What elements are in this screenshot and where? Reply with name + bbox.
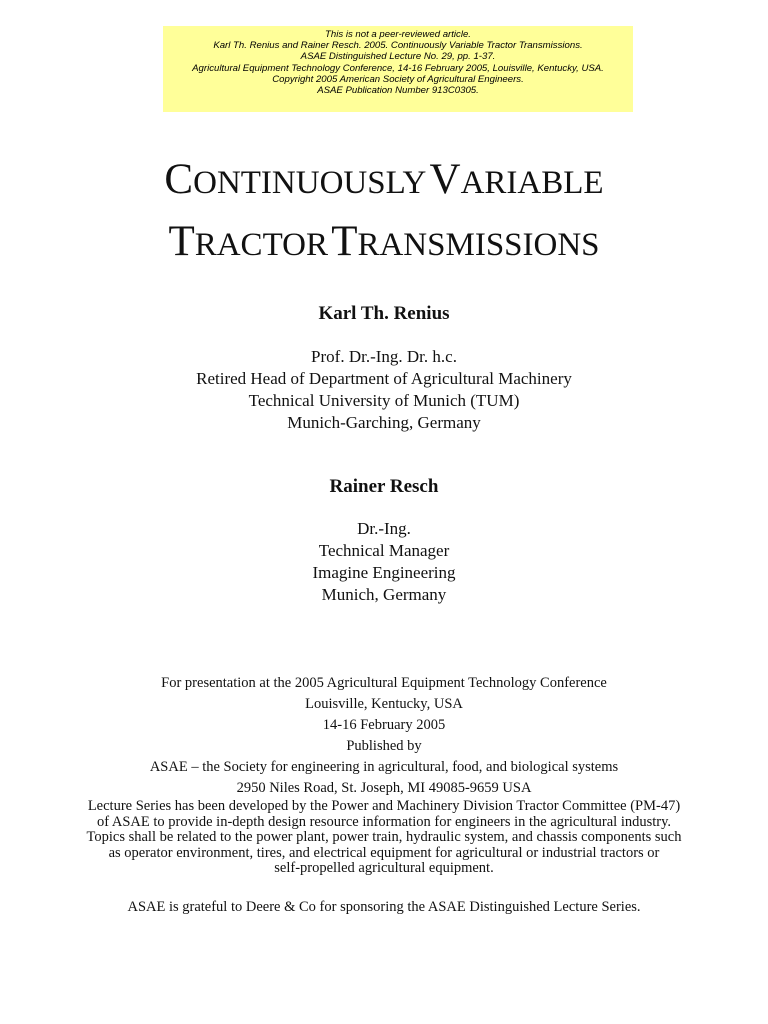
affiliation-line: Munich, Germany	[321, 585, 447, 604]
notice-line: ASAE Distinguished Lecture No. 29, pp. 1-37.	[300, 51, 496, 63]
conference-line: Published by	[346, 738, 422, 754]
lecture-line: Lecture Series has been developed by the Power and Machinery Division Tractor Committee (PM-47)	[87, 798, 681, 814]
sponsor-acknowledgement: ASAE is grateful to Deere & Co for sponsoring the ASAE Distinguished Lecture Series.	[127, 899, 641, 915]
affiliation-line: Technical University of Munich (TUM)	[248, 391, 520, 410]
title-word-rest: ONTINUOUSLY	[193, 165, 427, 201]
author-name: Rainer Resch	[329, 476, 439, 497]
lecture-line: as operator environment, tires, and electrical equipment for agricultural or industrial tractors or	[108, 844, 660, 861]
publication-notice-box	[163, 26, 633, 112]
affiliation-line: Dr.-Ing.	[357, 519, 411, 538]
title-initial: V	[429, 156, 461, 203]
lecture-line: Topics shall be related to the power plant, power train, hydraulic system, and chassis components such	[86, 829, 682, 845]
notice-line: Agricultural Equipment Technology Conference, 14-16 February 2005, Louisville, Kentucky, USA.	[192, 62, 604, 74]
conference-line: 2950 Niles Road, St. Joseph, MI 49085-9659 USA	[236, 780, 532, 796]
notice-line: This is not a peer-reviewed article.	[325, 29, 471, 40]
author-affiliation	[0, 346, 768, 434]
title-initial: C	[164, 156, 194, 203]
notice-line: Karl Th. Renius and Rainer Resch. 2005. Continuously Variable Tractor Transmissions.	[213, 40, 583, 52]
conference-info	[0, 673, 768, 799]
lecture-line: of ASAE to provide in-depth design resource information for engineers in the agricultural industry.	[96, 813, 672, 830]
notice-line: ASAE Publication Number 913C0305.	[317, 85, 479, 97]
author-name: Karl Th. Renius	[318, 303, 450, 324]
affiliation-line: Prof. Dr.-Ing. Dr. h.c.	[311, 347, 457, 366]
affiliation-line: Technical Manager	[318, 541, 450, 560]
lecture-series-description	[0, 799, 768, 877]
title-initial: T	[331, 218, 358, 265]
conference-line: Louisville, Kentucky, USA	[305, 696, 463, 712]
document-title-line-2	[0, 214, 768, 273]
title-word-rest: RANSMISSIONS	[357, 227, 600, 263]
conference-line: For presentation at the 2005 Agricultural Equipment Technology Conference	[161, 675, 607, 691]
conference-line: ASAE – the Society for engineering in agricultural, food, and biological systems	[149, 759, 619, 775]
conference-line: 14-16 February 2005	[322, 717, 446, 733]
affiliation-line: Imagine Engineering	[312, 563, 456, 582]
author-affiliation	[0, 518, 768, 606]
title-word-rest: ARIABLE	[460, 165, 604, 201]
affiliation-line: Retired Head of Department of Agricultural Machinery	[196, 369, 572, 388]
title-initial: T	[168, 218, 195, 265]
document-title-line-1	[0, 152, 768, 211]
notice-line: Copyright 2005 American Society of Agricultural Engineers.	[272, 73, 524, 85]
affiliation-line: Munich-Garching, Germany	[287, 413, 481, 432]
title-word-rest: RACTOR	[194, 227, 328, 263]
lecture-line: self-propelled agricultural equipment.	[274, 860, 494, 876]
